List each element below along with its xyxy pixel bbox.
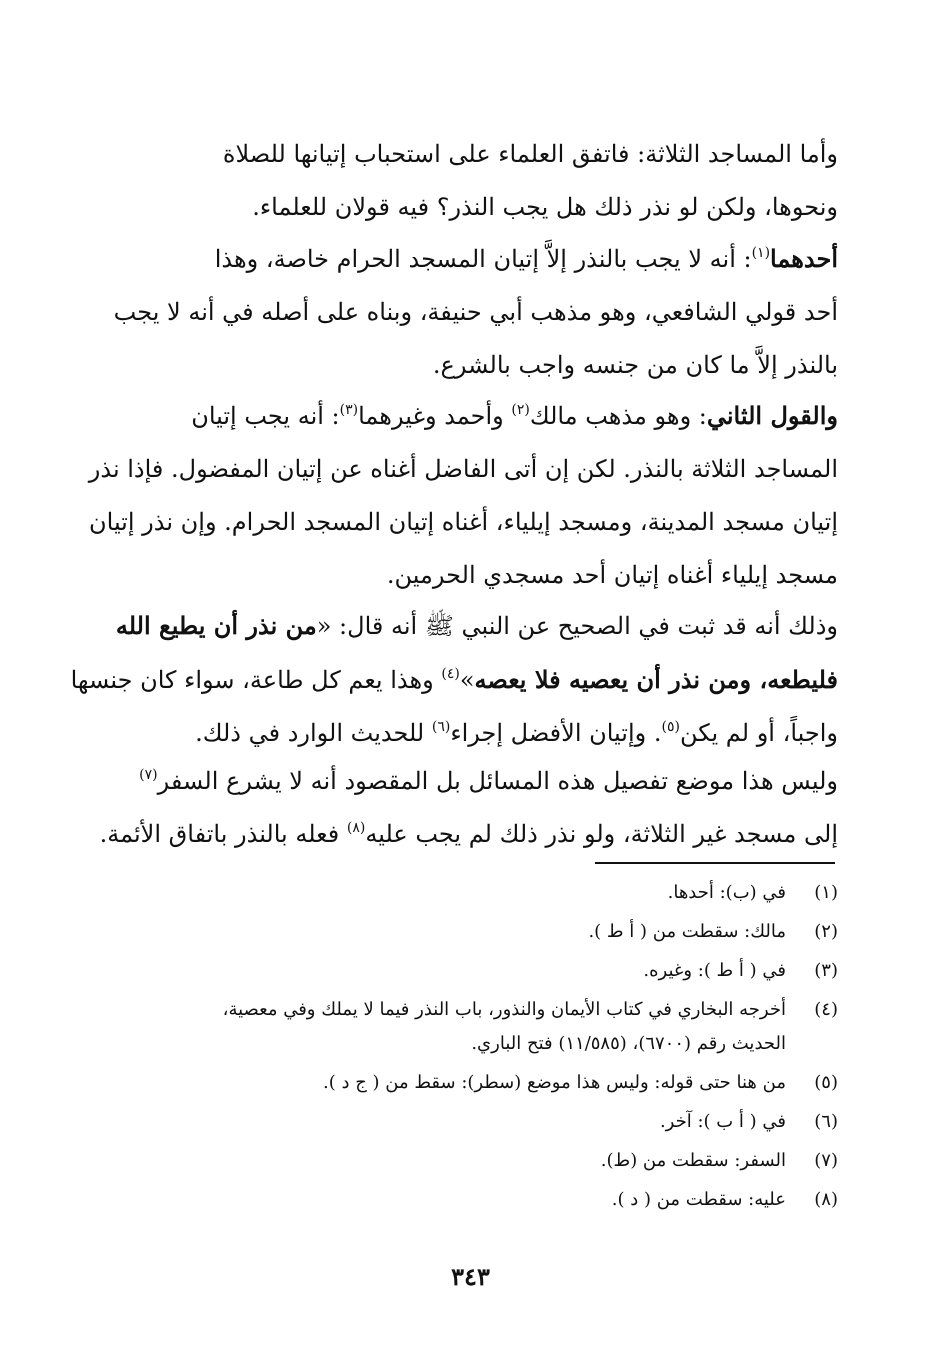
footnote-line: الحديث رقم (٦٧٠٠)، (١١/٥٨٥) فتح الباري. xyxy=(471,1033,786,1054)
footnote-reference: (١) xyxy=(751,245,771,261)
footnote-text xyxy=(110,1105,786,1139)
bold-text: فليطعه، ومن نذر أن يعصيه فلا يعصه xyxy=(474,665,838,694)
footnote-number: (٤) xyxy=(814,999,838,1020)
footnote-reference: (٢) xyxy=(511,402,530,418)
footnote-line: السفر: سقطت من (ط). xyxy=(600,1150,786,1171)
text-segment: ونحوها، ولكن لو نذر ذلك هل يجب النذر؟ فيه قولان للعلماء. xyxy=(252,193,838,221)
text-line xyxy=(99,808,838,861)
footnote-text xyxy=(110,1066,786,1100)
text-segment: إلى مسجد غير الثلاثة، ولو نذر ذلك لم يجب عليه xyxy=(365,820,838,848)
text-line xyxy=(116,339,838,392)
footnote-text xyxy=(110,915,786,949)
footnote-item xyxy=(110,1183,838,1217)
footnote-item xyxy=(110,1144,838,1178)
text-segment: أحد قولي الشافعي، وهو مذهب أبي حنيفة، وبناه على أصله في أنه لا يجب xyxy=(113,298,838,326)
footnote-reference: (٧) xyxy=(139,767,158,783)
text-line xyxy=(116,599,838,653)
text-segment: مسجد إيلياء أغناه إتيان أحد مسجدي الحرمين. xyxy=(386,561,838,589)
text-line xyxy=(116,181,838,234)
text-line xyxy=(116,755,838,808)
text-line xyxy=(116,549,838,602)
text-segment: المساجد الثلاثة بالنذر. لكن إن أتى الفاضل أغناه عن إتيان المفضول. فإذا نذر xyxy=(88,455,838,483)
text-segment: بالنذر إلاَّ ما كان من جنسه واجب بالشرع. xyxy=(432,351,838,379)
text-segment: . وإتيان الأفضل إجراء xyxy=(450,719,662,747)
footnote-item xyxy=(110,1105,838,1139)
footnote-line: في ( أ ب ): آخر. xyxy=(659,1111,786,1132)
footnote-reference: (٣) xyxy=(339,402,359,418)
footnote-line: في (ب): أحدها. xyxy=(667,882,786,903)
footnote-text xyxy=(110,876,786,910)
page-number: ٣٤٣ xyxy=(451,1262,490,1291)
footnote-line: مالك: سقطت من ( أ ط ). xyxy=(588,921,786,942)
footnote-number: (١) xyxy=(814,882,838,903)
text-segment: وأما المساجد الثلاثة: فاتفق العلماء على استحباب إتيانها للصلاة xyxy=(222,140,838,168)
footnote-text xyxy=(110,1183,786,1217)
paragraph xyxy=(99,755,838,861)
footnote-number: (٦) xyxy=(814,1111,838,1132)
text-segment: » xyxy=(459,666,475,694)
footnote-separator xyxy=(595,862,835,864)
footnote-item xyxy=(110,954,838,988)
footnote-line: في ( أ ط ): وغيره. xyxy=(643,960,786,981)
paragraph xyxy=(88,389,838,602)
text-segment: واجباً، أو لم يكن xyxy=(679,719,838,747)
footnote-number: (٧) xyxy=(814,1150,838,1171)
footnote-number: (٢) xyxy=(814,921,838,942)
footnote-line: أخرجه البخاري في كتاب الأيمان والنذور، باب النذر فيما لا يملك وفي معصية، xyxy=(222,999,786,1020)
text-line xyxy=(88,443,838,496)
paragraph xyxy=(116,128,838,234)
text-segment: وليس هذا موضع تفصيل هذه المسائل بل المقصود أنه لا يشرع السفر xyxy=(157,767,838,795)
text-segment: : وهو مذهب مالك xyxy=(529,402,707,430)
text-segment: وهذا يعم كل طاعة، سواء كان جنسها xyxy=(70,666,442,694)
footnote-item xyxy=(110,876,838,910)
bold-text: من نذر أن يطيع الله xyxy=(115,611,317,640)
footnote-item xyxy=(110,915,838,949)
footnote-reference: (٤) xyxy=(441,666,460,682)
footnotes xyxy=(110,876,838,1222)
footnote-number: (٥) xyxy=(814,1072,838,1093)
text-segment: وأحمد وغيرهما xyxy=(358,402,512,430)
text-line xyxy=(116,389,838,443)
bold-text: والقول الثاني xyxy=(706,401,838,430)
text-line xyxy=(89,496,838,549)
text-segment: : أنه يجب إتيان xyxy=(191,402,340,430)
footnote-item xyxy=(110,1066,838,1100)
footnote-line: عليه: سقطت من ( د ). xyxy=(611,1189,786,1210)
text-segment: وذلك أنه قد ثبت في الصحيح عن النبي ﷺ أنه قال: « xyxy=(316,612,838,640)
text-segment: للحديث الوارد في ذلك. xyxy=(195,719,432,747)
text-line xyxy=(70,653,838,707)
footnote-reference: (٦) xyxy=(431,719,451,735)
text-line xyxy=(116,128,838,181)
footnote-item xyxy=(110,993,838,1061)
footnote-reference: (٥) xyxy=(661,719,680,735)
footnote-text xyxy=(110,993,786,1061)
text-line xyxy=(116,232,838,286)
text-line xyxy=(116,707,838,760)
paragraph xyxy=(113,232,838,392)
text-segment: إتيان مسجد المدينة، ومسجد إيلياء، أغناه إتيان المسجد الحرام. وإن نذر إتيان xyxy=(89,508,838,536)
footnote-text xyxy=(110,1144,786,1178)
footnote-reference: (٨) xyxy=(346,820,366,836)
footnote-number: (٨) xyxy=(814,1189,838,1210)
text-segment: فعله بالنذر باتفاق الأئمة. xyxy=(99,820,347,848)
text-segment: : أنه لا يجب بالنذر إلاَّ إتيان المسجد الحرام خاصة، وهذا xyxy=(214,245,752,273)
footnote-number: (٣) xyxy=(814,960,838,981)
text-line xyxy=(113,286,838,339)
footnote-text xyxy=(110,954,786,988)
paragraph xyxy=(70,599,838,760)
footnote-line: من هنا حتى قوله: وليس هذا موضع (سطر): سقط من ( ج د ). xyxy=(322,1072,786,1093)
bold-text: أحدهما xyxy=(770,244,838,273)
